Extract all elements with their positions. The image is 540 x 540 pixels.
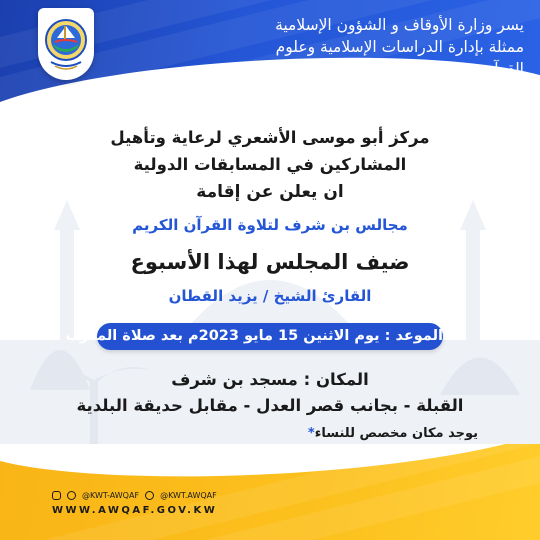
note-star: *	[307, 426, 315, 441]
venue-line: المكان : مسجد بن شرف	[171, 370, 369, 389]
ministry-emblem-logo	[38, 8, 94, 80]
twitter-icon[interactable]	[145, 491, 154, 500]
reciter-name: القارئ الشيخ / يزيد القطان	[168, 287, 372, 305]
ministry-line-1: يسر وزارة الأوقاف و الشؤون الإسلامية	[275, 16, 524, 34]
announcement-line: ان يعلن عن إقامة	[196, 182, 344, 202]
ministry-line-4: مراقبة شؤون القرآن الكريم	[345, 82, 524, 100]
organization-line-2: المشاركين في المسابقات الدولية	[133, 155, 407, 174]
organization-line-1: مركز أبو موسى الأشعري لرعاية وتأهيل	[110, 128, 430, 147]
instagram-icon[interactable]	[52, 491, 61, 500]
website-link[interactable]: WWW.AWQAF.GOV.KW	[52, 505, 218, 516]
address-line: القبلة - بجانب قصر العدل - مقابل حديقة البلدية	[76, 396, 464, 415]
social-handles	[52, 491, 217, 500]
council-title: مجالس بن شرف لتلاوة القرآن الكريم	[132, 216, 408, 234]
ministry-line-3: القرآن بمحافظتي الأحمدي ومبارك الكبير	[264, 60, 524, 78]
ministry-heading	[104, 14, 524, 102]
facebook-icon[interactable]	[67, 491, 76, 500]
date-time-banner	[65, 323, 443, 350]
note-text: يوجد مكان مخصص للنساء	[314, 426, 478, 441]
women-section-note	[305, 426, 478, 441]
social-handle-1[interactable]: @KWT-AWQAF	[82, 491, 140, 500]
guest-heading: ضيف المجلس لهذا الأسبوع	[130, 250, 410, 274]
date-time-text: الموعد : يوم الاثنين 15 مايو 2023م بعد صلاة المغرب	[65, 328, 443, 344]
social-handle-2[interactable]: @KWT.AWQAF	[160, 491, 217, 500]
emblem-icon	[43, 14, 89, 74]
ministry-line-2: ممثلة بإدارة الدراسات الإسلامية وعلوم	[275, 38, 524, 56]
